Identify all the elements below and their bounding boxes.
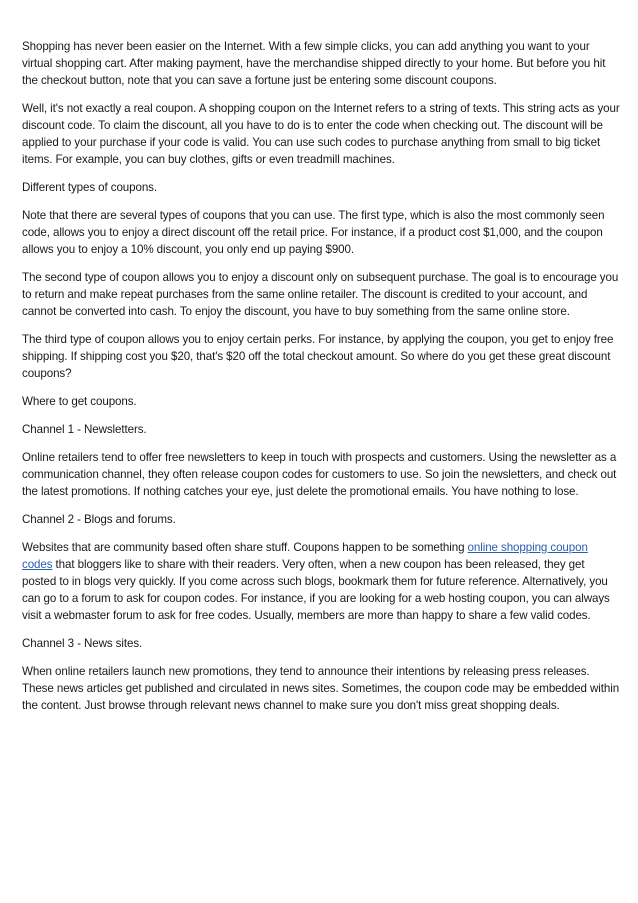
paragraph-coupon-type-2: The second type of coupon allows you to enjoy a discount only on subsequent purchase. The goal is to encourage you to return and make repeat purchases from the same online retailer. The discount is credited to your account, and cannot be converted into cash. To enjoy the discount, you have to buy something from the same online store. (22, 271, 619, 318)
coupon-codes-link[interactable]: online shopping coupon codes (22, 541, 588, 571)
section-heading-channel-3: Channel 3 - News sites. (22, 637, 143, 650)
paragraph-coupon-definition: Well, it's not exactly a real coupon. A shopping coupon on the Internet refers to a string of texts. This string acts as your discount code. To claim the discount, all you have to do is to enter the code when checking out. The discount will be applied to your purchase if your code is valid. You can use such codes to purchase anything from small to big ticket items. For example, you can buy clothes, gifts or even treadmill machines. (22, 102, 620, 166)
paragraph-newsletters: Online retailers tend to offer free newsletters to keep in touch with prospects and customers. Using the newsletter as a communication channel, they often release coupon codes for customers to use. So join the newsletters, and check out the latest promotions. If nothing catches your eye, just delete the promotional emails. You have nothing to lose. (22, 451, 617, 498)
paragraph-blogs-forums (22, 539, 620, 624)
paragraph-blogs-forums-text-before: Websites that are community based often share stuff. Coupons happen to be something (22, 541, 468, 554)
paragraph-coupon-type-1: Note that there are several types of coupons that you can use. The first type, which is also the most commonly seen code, allows you to enjoy a direct discount off the retail price. For instance, if a product cost $1,000, and the coupon allows you to enjoy a 10% discount, you only end up paying $900. (22, 209, 605, 256)
section-heading-channel-2: Channel 2 - Blogs and forums. (22, 513, 176, 526)
paragraph-coupon-type-3: The third type of coupon allows you to enjoy certain perks. For instance, by applying the coupon, you get to enjoy free shipping. If shipping cost you $20, that's $20 off the total checkout amount. So where do you get these great discount coupons? (22, 333, 614, 380)
paragraph-news-sites: When online retailers launch new promotions, they tend to announce their intentions by releasing press releases. These news articles get published and circulated in news sites. Sometimes, the coupon code may be embedded within the content. Just browse through relevant news channel to make sure you don't miss great shopping deals. (22, 665, 620, 712)
paragraph-intro: Shopping has never been easier on the Internet. With a few simple clicks, you can add anything you want to your virtual shopping cart. After making payment, have the merchandise shipped directly to your home. But before you hit the checkout button, note that you can save a fortune just be entering some discount coupons. (22, 40, 606, 87)
section-heading-channel-1: Channel 1 - Newsletters. (22, 423, 147, 436)
section-heading-coupon-types: Different types of coupons. (22, 181, 158, 194)
section-heading-where-to-get: Where to get coupons. (22, 395, 137, 408)
paragraph-blogs-forums-text-after: that bloggers like to share with their readers. Very often, when a new coupon has been released, they get posted to in blogs very quickly. If you come across such blogs, bookmark them for future reference. Alternatively, you can go to a forum to ask for coupon codes. For instance, if you are looking for a web hosting coupon, you can always visit a webmaster forum to ask for free codes. Usually, members are more than happy to share a few valid codes. (22, 558, 610, 622)
